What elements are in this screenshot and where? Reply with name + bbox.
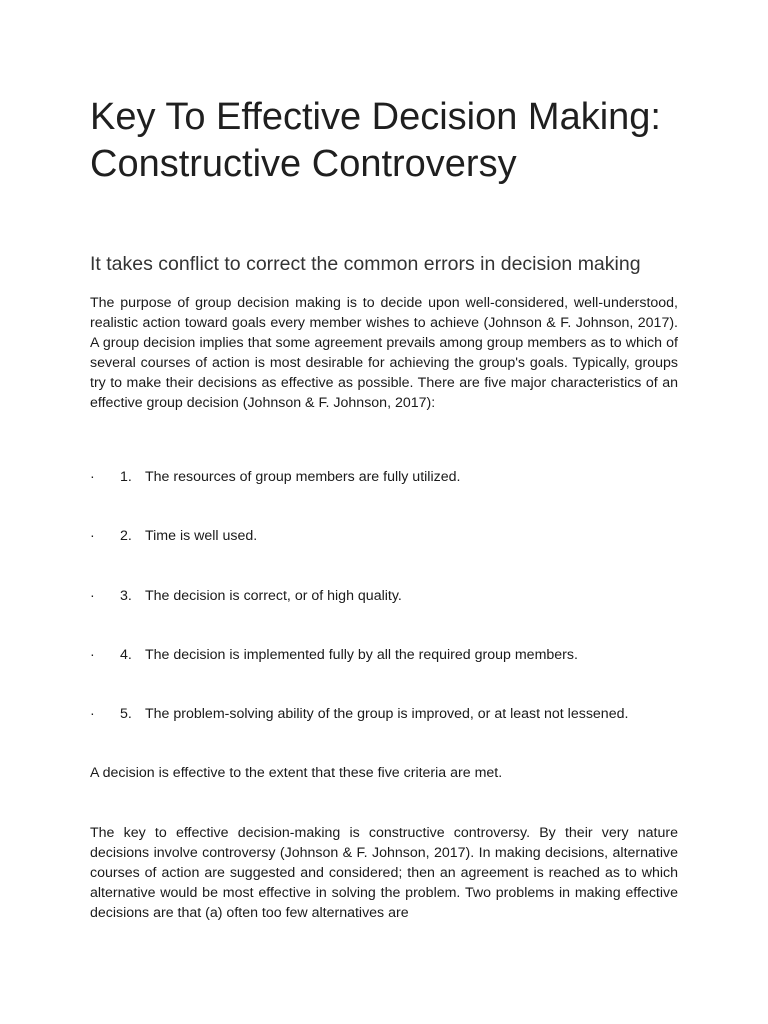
list-item-number: 3. [120, 588, 132, 604]
list-item [90, 526, 690, 546]
list-item-text: The resources of group members are fully utilized. [145, 469, 461, 485]
page-subtitle: It takes conflict to correct the common errors in decision making [90, 253, 641, 275]
list-item-text: The decision is correct, or of high quality. [145, 588, 402, 604]
list-bullet: · [90, 528, 95, 544]
list-item [90, 704, 690, 724]
list-bullet: · [90, 469, 95, 485]
list-bullet: · [90, 706, 95, 722]
list-item [90, 645, 690, 665]
list-item-number: 4. [120, 647, 132, 663]
list-bullet: · [90, 588, 95, 604]
controversy-paragraph: The key to effective decision-making is constructive controversy. By their very nature decisions involve controversy (Johnson & F. Johnson, 2017). In making decisions, alternative courses of action are suggested and considered; then an agreement is reached as to which alternative would be most effective in solving the problem. Two problems in making effective decisions are that (a) often too few alternatives are [90, 825, 678, 921]
list-item-number: 1. [120, 469, 132, 485]
list-item-text: Time is well used. [145, 528, 258, 544]
list-item-number: 2. [120, 528, 132, 544]
list-item [90, 467, 690, 487]
list-item [90, 586, 690, 606]
criteria-summary-paragraph: A decision is effective to the extent that these five criteria are met. [90, 765, 503, 781]
list-item-text: The problem-solving ability of the group is improved, or at least not lessened. [145, 706, 629, 722]
list-item-number: 5. [120, 706, 132, 722]
list-bullet: · [90, 647, 95, 663]
page-title: Key To Effective Decision Making: Constructive Controversy [90, 96, 661, 185]
list-item-text: The decision is implemented fully by all the required group members. [145, 647, 578, 663]
intro-paragraph: The purpose of group decision making is to decide upon well-considered, well-understood, realistic action toward goals every member wishes to achieve (Johnson & F. Johnson, 2017). A group decision implies that some agreement prevails among group members as to which of several courses of action is most desirable for achieving the group's goals. Typically, groups try to make their decisions as effective as possible. There are five major characteristics of an effective group decision (Johnson & F. Johnson, 2017): [90, 295, 678, 411]
